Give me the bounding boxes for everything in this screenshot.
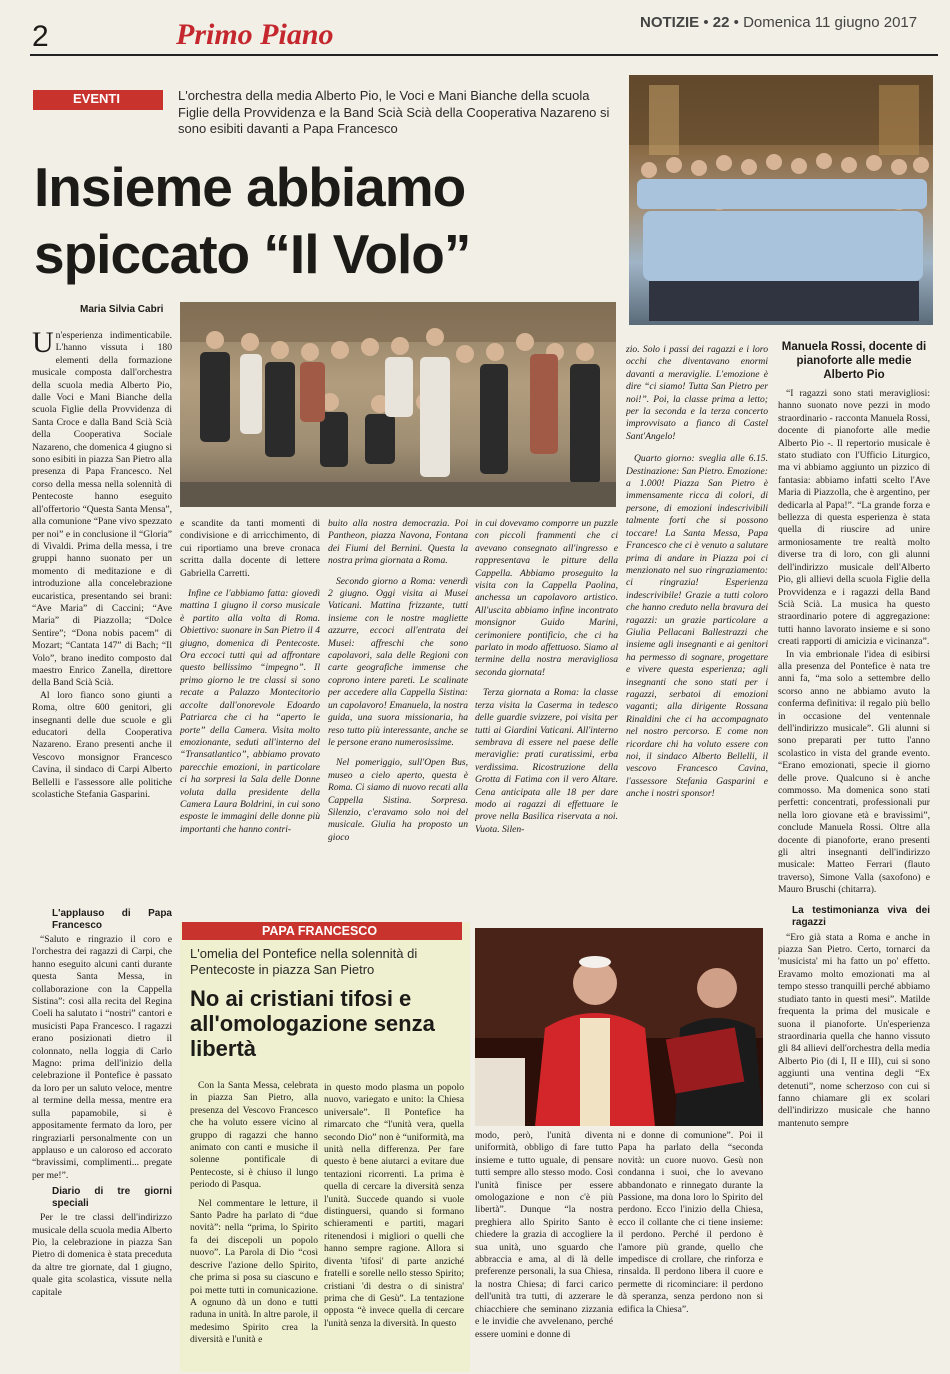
article-column-1-lower <box>32 905 172 1370</box>
article-column-2 <box>180 518 320 916</box>
pope-col4-text: ni e donne di comunione”. Poi il Papa ha parlato della “seconda novità: un cuore nuovo. Gesù non condanna i suoi, che lo avevano abbandonato e rinnegato durante la Passione, ma dona loro lo Spirito del perdono. Ecco l'inizio della Chiesa, ecco il collante che ci tiene insieme: il perdono. Perché il perdono è l'amore più grande, quello che impedisce di crollare, che rinforza e rinsalda. Il perdono libera il cuore e permette di ricominciare: il perdono dà speranza, senza perdono non si edifica la Chiesa”. <box>618 1130 763 1315</box>
students-group-illustration <box>629 75 933 325</box>
pope-col3-text: modo, però, l'unità diventa uniformità, obbligo di fare tutto insieme e tutto uguale, di pensare tutti sempre allo stesso modo. Così l'unità finisce per essere omologazione e non c'è più libertà”. Dunque “la nostra preghiera allo Spirito Santo è chiedere la grazia di accogliere la sua unità, uno sguardo che abbraccia e ama, al di là delle preferenze personali, la sua Chiesa, la nostra Chiesa; di farci carico dell'unità tra tutti, di azzerare le chiacchiere che seminano zizzania e le invidie che avvelenano, perché essere uomini e donne di <box>475 1130 613 1340</box>
pope-column-3 <box>475 1130 613 1372</box>
col1-paragraph-3: “Saluto e ringrazio il coro e l'orchestra dei ragazzi di Carpi, che hanno eseguito alcuni canti durante questa Santa Messa, in collaborazione con la Cappella Sistina”: così alla recita del Regina Coeli ha salutato i “nostri” cantori e musicisti Papa Francesco. I ragazzi erano posizionati dietro il colonnato, nella loggia di Carlo Magno: prima dell'inizio della celebrazione il Pontefice è passato da loro per un saluto veloce, mentre al termine della messa, mentre era sulla papamobile, si è appositamente fermato da loro, per ringraziarli personalmente con un applauso e un caloroso ed accorato “bravissimi, complimenti... pregate per me!”. <box>32 934 172 1181</box>
section-title: Primo Piano <box>176 18 334 51</box>
paper-name: NOTIZIE <box>640 14 700 31</box>
pope-column-4 <box>618 1130 763 1372</box>
col1-paragraph-2: Al loro fianco sono giunti a Roma, oltre 600 genitori, gli insegnanti delle due scuole e gli educatori della Cooperativa Nazareno. Erano presenti anche il Vescovo monsignor Francesco Cavina, il sindaco di Carpi Alberto Bellelli e l'assessore alle politiche scolastiche Stefania Gasparini. <box>32 689 172 801</box>
sidebar-paragraph-2: In via embrionale l'idea di esibirsi alla presenza del Pontefice è nata tre anni fa, “ma solo a settembre dello scorso anno ne abbiamo avuto la conferma definitiva: il regalo più bello in occasione del ventennale dell'indirizzo musicale”. Gli alunni si sono preparati per tutto l'anno scolastico in vista del grande evento. “Erano emozionati, specie il giorno delle prove. Qualcuno si è anche commosso. Ma domenica sono stati perfetti: concentrati, professionali pur nella loro giovane età e bravissimi”, conclude Manuela Rossi. Oltre alla docente di pianoforte, erano presenti gli altri insegnanti dell'indirizzo musicale: Matteo Ferrari (flauto traverso), Simone Valla (saxofono) e Mauro Bruschi (chitarra). <box>778 648 930 896</box>
kicker-papa-francesco: PAPA FRANCESCO <box>182 922 462 940</box>
sidebar-paragraph-3: “Ero già stata a Roma e anche in piazza San Pietro. Certo, tornarci da 'musicista' mi ha fatto un po' effetto. Eravamo molto emozionati ma al tempo stesso tranquilli perché abbiamo studiato tanto in questi mesi”. Matilde frequenta la prima del musicale e suona il pianoforte. Un'esperienza straordinaria quella che hanno vissuto gli 84 allievi dell'orchestra della media Alberto Pio (di I, II e III), cui si sono aggiunti una ventina degli “Ex detenuti”, nome scherzoso con cui si fanno chiamare gli ex scolari dell'indirizzo musicale che hanno mantenuto sempre <box>778 931 930 1129</box>
students-group-photo <box>629 75 933 325</box>
col1-lead: n'esperienza indimenticabile. L'hanno vissuta i 180 elementi della formazione musicale composta dall'orchestra della scuola media Alberto Pio, dalle Voci e Mani Bianche della scuola Figlie della Provvidenza di Santa Croce e dalla Band Scià Scià della Cooperativa Sociale Nazareno, che domenica 4 giugno si sono esibiti in piazza San Pietro alla presenza di Papa Francesco. Nel corso della messa nella solennità di Pentecoste hanno eseguito all'offertorio “Questa Santa Mensa”, alla comunione “Pane vivo spezzato per noi” e in conclusione il “Gloria” di Vivaldi. Prima della messa, i tre gruppi hanno suonato per un momento di meditazione e di introduzione alla concelebrazione eucaristica, presentando sei brani: “Ave Maria” di Caccini; “Ave Maria” di Piazzolla; “Dolce Sentire”; “Dona nobis pacem” di Mozart; “Cantata 147” di Bach; “Il Volo”, brano inedito composto dal maestro Enrico Zanella, direttore della Band Scià Scià. <box>32 330 172 689</box>
article-column-3 <box>328 518 468 916</box>
col4-text: in cui dovevamo comporre un puzzle con piccoli frammenti che ci avevano consegnato all'ingresso e rappresentava le pitture della Cappella. Abbiamo proseguito la visita con la Cappella Paolina, anchessa un capolavoro artistico. All'uscita abbiamo infine incontrato monsignor Guido Marini, cerimoniere pontificio, che ci ha parlato in modo affettuoso. Siamo al termine della nostra meravigliosa seconda giornata! <box>475 518 618 678</box>
article-column-5 <box>626 344 768 916</box>
pope-illustration <box>475 928 763 1126</box>
sidebar-title: Manuela Rossi, docente di pianoforte alle medie Alberto Pio <box>781 341 927 381</box>
col2-top: e scandite da tanti momenti di condivisione e di arricchimento, di cui riportiamo una breve cronaca scritta dalla docente di lettere Gabriella Carretti. <box>180 518 320 579</box>
pope-subtitle: L'omelia del Pontefice nella solennità di Pentecoste in piazza San Pietro <box>190 946 418 977</box>
col5-text: zio. Solo i passi dei ragazzi e i loro occhi che diventavano enormi davanti a meraviglie. L'emozione è dire “ci siamo! Tutta San Pietro per noi!”. Poi, la classe prima a letto; per la seconda e la terza concerto improvvisato a fianco di Castel Sant'Angelo! <box>626 344 768 442</box>
adults-group-illustration <box>180 302 616 507</box>
pope-column-1 <box>190 1080 318 1372</box>
headline-line-2: spiccato “Il Volo” <box>34 223 471 285</box>
pope-col2-text: in questo modo plasma un popolo nuovo, variegato e unito: la Chiesa universale”. Il Pontefice ha rimarcato che “l'unità vera, quella secondo Dio” non è “uniformità, ma unità nella differenza. Per fare questo è bene aiutarci a evitare due tentazioni ricorrenti. La prima è quella di cercare la diversità senza l'unità. Succede quando si vuole distinguersi, quando si formano schieramenti e partiti, magari ritenendosi i migliori o quelli che hanno sempre ragione. Allora si diventa 'tifosi' di parte anziché fratelli e sorelle nello stesso Spirito; cristiani 'di destra o di sinistra' prima che di Gesù”. La tentazione opposta “è invece quella di cercare l'unità senza la diversità. In questo <box>324 1082 464 1329</box>
adults-group-photo <box>180 302 616 507</box>
article-column-1 <box>32 330 172 900</box>
separator-dot: • <box>703 14 709 31</box>
sidebar-paragraph-1: “I ragazzi sono stati meravigliosi: hanno suonato nove pezzi in modo straordinario - racconta Manuela Rossi, docente di pianoforte alle medie Alberto Pio -. Il repertorio musicale è stato studiato con l'Ufficio Liturgico, ma vi abbiamo aggiunto un pizzico di fantasia: abbiamo infatti scelto l'Ave Maria di Piazzolla, che è argentino, per dedicarla al Papa!”. “La grande forza e bellezza di questa esperienza è stata quella di riuscire ad unire armoniosamente tre realtà molto diverse tra di loro, con gli alunni dell'indirizzo musicale dell'Alberto Pio, gli allievi della scuola Figlie della Provvidenza e i ragazzi della Band Scià Scià. La musica ha questo straordinario potere di aggregazione: tutti hanno lavorato insieme e si sono creati rapporti di amicizia e vicinanza”. <box>778 388 930 648</box>
col1-paragraph-4: Per le tre classi dell'indirizzo musicale della scuola media Alberto Pio, la celebrazione in piazza San Pietro di domenica è stata preceduta da altre tre giornate, dal 1 giugno, quale gita scolastica, vissute nella capitale <box>32 1212 172 1298</box>
col2-diary: Infine ce l'abbiamo fatta: giovedì mattina 1 giugno il corso musicale è partito alla volta di Roma. Obiettivo: suonare in San Pietro il 4 giugno, domenica di Pentecoste. Ora eccoci tutti qui ad affrontare questo bellissimo “impegno”. Il primo giorno le tre classi si sono recate a Palazzo Montecitorio accolte dall'onorevole Edoardo Patriarca che ci ha “aperto le porte” della Camera. Visita molto emozionante, seduti all'interno del “Transatlantico”, abbiamo provato parecchie emozioni, in particolare ci ha sorpresi la Sala delle Donne voluta dalla presidente della Camera Laura Boldrini, in cui sono esposte le immagini delle donne più importanti che hanno contri- <box>180 588 320 835</box>
header-rule <box>30 54 938 56</box>
pope-col1-text: Con la Santa Messa, celebrata in piazza San Pietro, alla presenza del Vescovo Francesco che ha voluto essere vicino al gruppo di ragazzi che hanno animato con canti e musiche il solenne pontificale di Pentecoste, si è chiuso il lungo periodo di Pasqua. <box>190 1080 318 1191</box>
pope-headline: No ai cristiani tifosi e all'omologazione senza libertà <box>190 986 435 1061</box>
col4-paragraph-2: Terza giornata a Roma: la classe terza visita la Caserma in tedesco delle guardie svizzere, poi visita per tutti ai Giardini Vaticani. All'interno sembrava di essere nel paese delle meraviglie: prati curatissimi, erba verdissima. Ricostruzione della Grotta di Fatima con il vero Altare. Cena anticipata alle 18 per dare modo ai ragazzi di effettuare le prove nella Basilica riservata a noi. Vuota. Silen- <box>475 687 618 835</box>
byline: Maria Silvia Cabri <box>80 304 164 315</box>
separator-dot: • <box>733 14 739 31</box>
dropcap: U <box>32 330 54 359</box>
subhead-testimonianza: La testimonianza viva dei ragazzi <box>792 904 930 928</box>
issue-number: 22 <box>712 14 730 31</box>
col3-paragraph-3: Nel pomeriggio, sull'Open Bus, museo a cielo aperto, questa è Roma. Ci siamo di nuovo recati alla Cappella Sistina. Sorpresa. Silenzio, c'eravamo solo noi del musicale. Giulia ha proposto un gioco <box>328 757 468 843</box>
sidebar-column <box>778 340 930 1372</box>
article-subtitle: L'orchestra della media Alberto Pio, le Voci e Mani Bianche della scuola Figlie della Provvidenza e la Band Scià Scià della Cooperativa Nazareno si sono esibiti davanti a Papa Francesco <box>178 88 610 136</box>
header-dateline <box>640 14 917 31</box>
col5-paragraph-2: Quarto giorno: sveglia alle 6.15. Destinazione: San Pietro. Emozione: a 1.000! Piazza San Pietro è immensamente ricca di colori, di persone, di emozioni indescrivibili talmente forti che si possono toccare! La Santa Messa, Papa Francesco che ci è venuto a salutare prima di andare in Piazza poi ci menzionato nel suo ringraziamento: ci ringrazia! Esperienza indescrivibile! Grazie a tutti coloro che hanno creduto nella bravura dei ragazzi: un grazie particolare a Giulia Pellacani Ballestrazzi che insieme agli insegnanti e ai genitori ha permesso di sognare, progettare e vivere questa esperienza; agli insegnanti che sono stati per i ragazzi, serbatoi di emozioni vaganti; alla dirigente Rossana Rinaldini che ci ha accompagnato nel nostro percorso. E come non ricordare chi ha voluto essere con noi, il sindaco Alberto Bellelli, il vescovo Francesco Cavina, l'assessore Stefania Gasparini e anche i nostri sponsor! <box>626 453 768 800</box>
subhead-diario: Diario di tre giorni speciali <box>52 1186 172 1210</box>
col3-text: buito alla nostra democrazia. Poi Pantheon, piazza Navona, Fontana dei Fiumi del Bernini. Questa la nostra prima giornata a Roma. <box>328 518 468 567</box>
page-number: 2 <box>32 20 49 53</box>
pope-photo <box>475 928 763 1126</box>
subhead-applauso: L'applauso di Papa Francesco <box>52 908 172 931</box>
issue-date: Domenica 11 giugno 2017 <box>743 14 918 31</box>
headline-line-1: Insieme abbiamo <box>34 156 466 218</box>
pope-column-2 <box>324 1082 464 1372</box>
pope-col1-paragraph-2: Nel commentare le letture, il Santo Padre ha parlato di “due novità”: nella “prima, lo Spirito fa dei discepoli un popolo nuovo”. La Parola di Dio “così descrive l'azione dello Spirito, che prima si posa su ciascuno e poi mette tutti in comunicazione. A ognuno dà un dono e tutti raduna in unità. In altre parole, il medesimo Spirito crea la diversità e l'unità e <box>190 1197 318 1346</box>
article-column-4 <box>475 518 618 916</box>
col3-paragraph-2: Secondo giorno a Roma: venerdì 2 giugno. Oggi visita ai Musei Vaticani. Mattina frizzante, tutti insieme con le nostre magliette azzurre, eccoci all'entrata dei Musei: affreschi che sono capolavori, sala delle Regioni con carte geografiche immense che coprono intere pareti. Le scalinate per accedere alla Cappella Sistina: un capolavoro! Emanuela, la nostra guida, una suora missionaria, ha reso tutto più interessante, anche se le persone erano numerosissime. <box>328 575 468 748</box>
kicker-eventi: EVENTI <box>33 90 163 110</box>
